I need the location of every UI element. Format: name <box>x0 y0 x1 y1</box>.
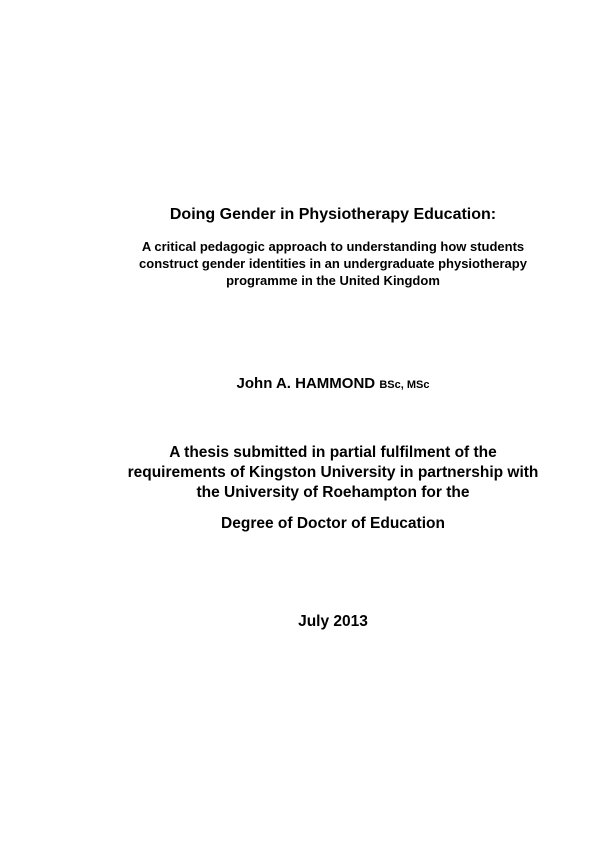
subtitle-line: A critical pedagogic approach to understanding how students <box>141 239 525 254</box>
submission-date: July 2013 <box>298 613 368 630</box>
thesis-title: Doing Gender in Physiotherapy Education: <box>169 206 497 223</box>
statement-line: requirements of Kingston University in partnership with <box>127 464 539 481</box>
degree-name: Degree of Doctor of Education <box>221 515 445 532</box>
author-line <box>60 374 606 395</box>
subtitle-line: construct gender identities in an undergraduate physiotherapy <box>139 256 527 271</box>
author-qualifications: BSc, MSc <box>379 379 430 391</box>
author-name: John A. HAMMOND <box>236 375 376 392</box>
submission-statement <box>60 443 606 503</box>
statement-line: A thesis submitted in partial fulfilment of the <box>169 444 497 461</box>
subtitle-line: programme in the United Kingdom <box>226 273 440 288</box>
statement-line: the University of Roehampton for the <box>196 484 470 501</box>
thesis-subtitle <box>60 238 606 289</box>
